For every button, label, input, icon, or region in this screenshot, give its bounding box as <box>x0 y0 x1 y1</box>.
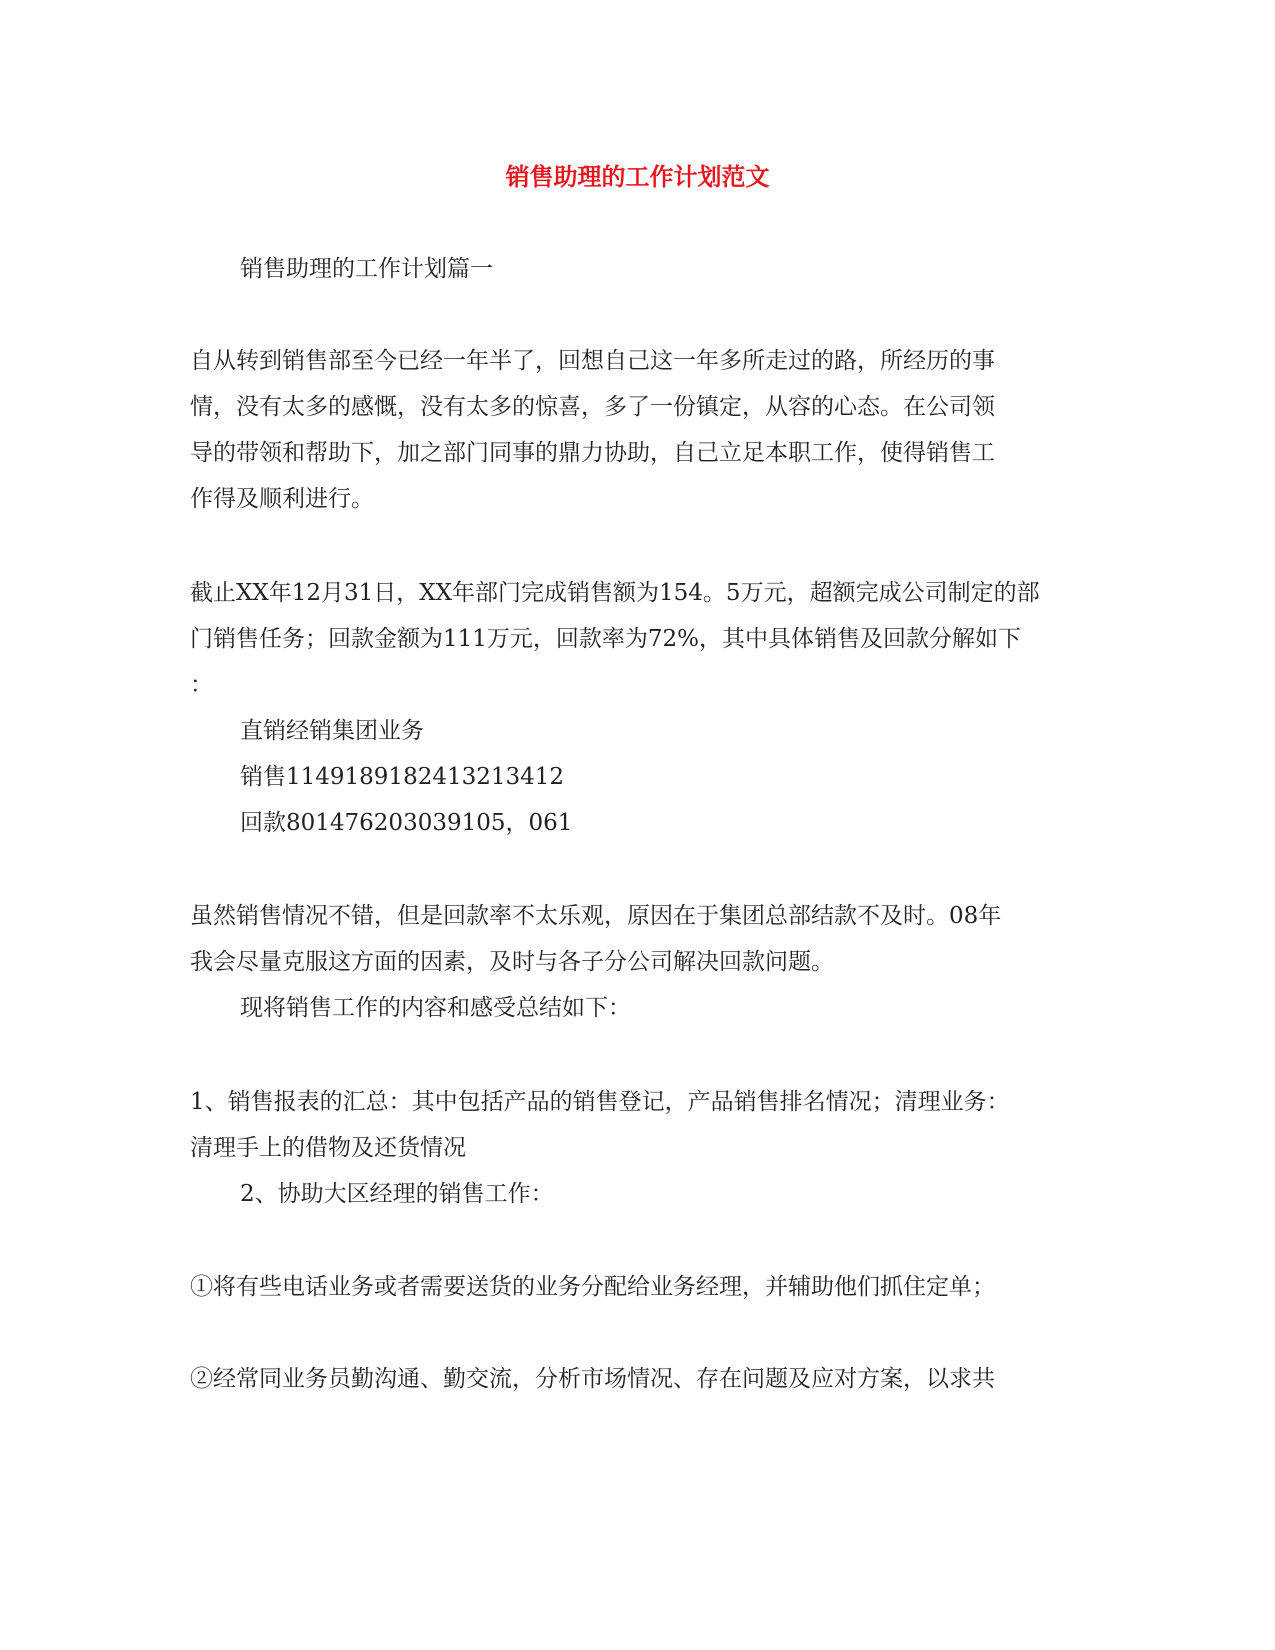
paragraph-2-line-2: 门销售任务；回款金额为111万元，回款率为72%，其中具体销售及回款分解如下 <box>190 626 1022 652</box>
summary-intro: 现将销售工作的内容和感受总结如下： <box>240 995 631 1021</box>
paragraph-1-line-3: 导的带领和帮助下，加之部门同事的鼎力协助，自己立足本职工作，使得销售工 <box>190 440 995 466</box>
list-item-2: 2、协助大区经理的销售工作： <box>240 1181 554 1207</box>
paragraph-2-line-3: ： <box>190 672 213 698</box>
paragraph-3-line-1: 虽然销售情况不错，但是回款率不太乐观，原因在于集团总部结款不及时。08年 <box>190 903 1002 929</box>
paragraph-1-line-2: 情，没有太多的感慨，没有太多的惊喜，多了一份镇定，从容的心态。在公司领 <box>190 394 995 420</box>
paragraph-3-line-2: 我会尽量克服这方面的因素，及时与各子分公司解决回款问题。 <box>190 949 834 975</box>
page-title: 销售助理的工作计划范文 <box>505 162 770 191</box>
sub-item-1: ①将有些电话业务或者需要送货的业务分配给业务经理，并辅助他们抓住定单； <box>190 1274 995 1300</box>
table-line-payback: 回款801476203039105，061 <box>240 810 573 836</box>
paragraph-1-line-1: 自从转到销售部至今已经一年半了，回想自己这一年多所走过的路，所经历的事 <box>190 348 995 374</box>
table-line-sales: 销售1149189182413213412 <box>240 764 565 790</box>
paragraph-2-line-1: 截止XX年12月31日，XX年部门完成销售额为154。5万元，超额完成公司制定的部 <box>190 580 1040 606</box>
list-item-1-line-1: 1、销售报表的汇总：其中包括产品的销售登记，产品销售排名情况；清理业务： <box>190 1089 1010 1115</box>
section-subtitle: 销售助理的工作计划篇一 <box>240 256 493 282</box>
sub-item-2: ②经常同业务员勤沟通、勤交流，分析市场情况、存在问题及应对方案，以求共 <box>190 1366 995 1392</box>
list-item-1-line-2: 清理手上的借物及还货情况 <box>190 1135 466 1161</box>
table-line-header: 直销经销集团业务 <box>240 718 424 744</box>
paragraph-1-line-4: 作得及顺利进行。 <box>190 486 374 512</box>
